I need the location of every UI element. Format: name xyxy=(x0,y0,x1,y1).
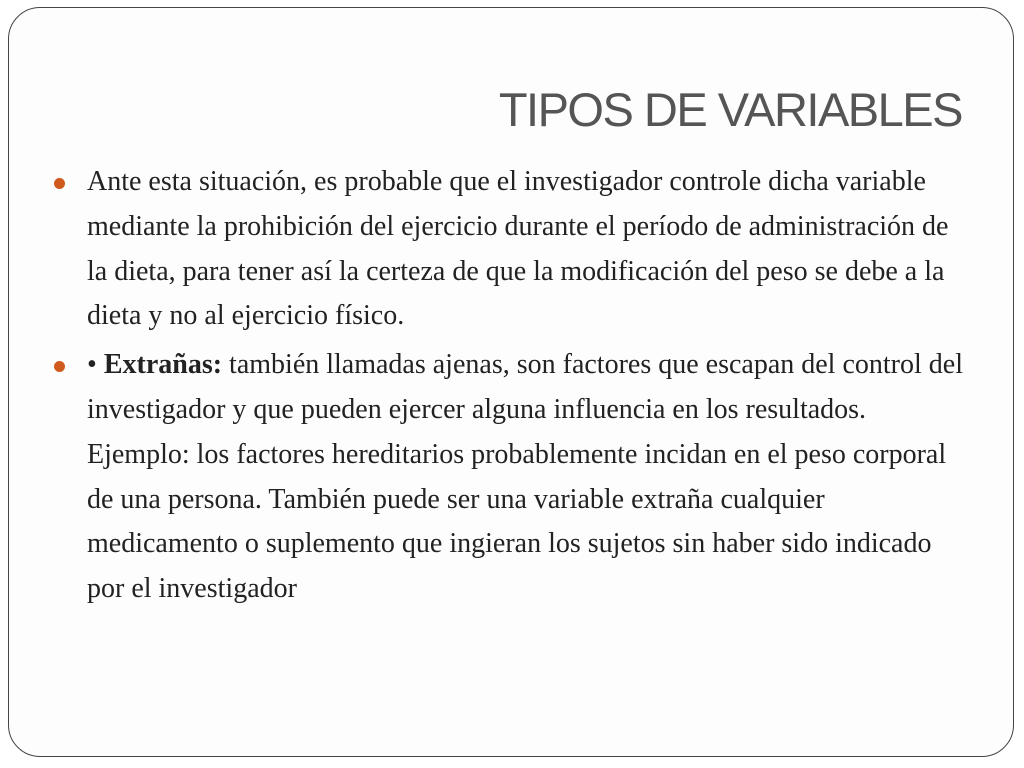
bullet-prefix: • xyxy=(87,349,104,381)
bullet-text: Ante esta situación, es probable que el investigador controle dicha variable mediante la prohibición del ejercicio durante el período de administración de la dieta, para tener así la certeza de que la modificación del peso se debe a la dieta y no al ejercicio físico. xyxy=(87,166,949,332)
bullet-term: Extrañas: xyxy=(103,349,223,381)
bullet-text xyxy=(87,349,963,604)
circle-bullet-icon xyxy=(54,361,65,372)
circle-bullet-icon xyxy=(54,178,65,189)
bullet-body: también llamadas ajenas, son factores que escapan del control del investigador y que pueden ejercer alguna influencia en los resultados. Ejemplo: los factores hereditarios probablemente incidan en el peso corporal de una persona. También puede ser una variable extraña cualquier medicamento o suplemento que ingieran los sujetos sin haber sido indicado por el investigador xyxy=(87,349,963,605)
bullet-item xyxy=(50,160,970,339)
bullet-list xyxy=(50,160,970,616)
bullet-item xyxy=(50,343,970,612)
slide-title: TIPOS DE VARIABLES xyxy=(498,83,962,136)
